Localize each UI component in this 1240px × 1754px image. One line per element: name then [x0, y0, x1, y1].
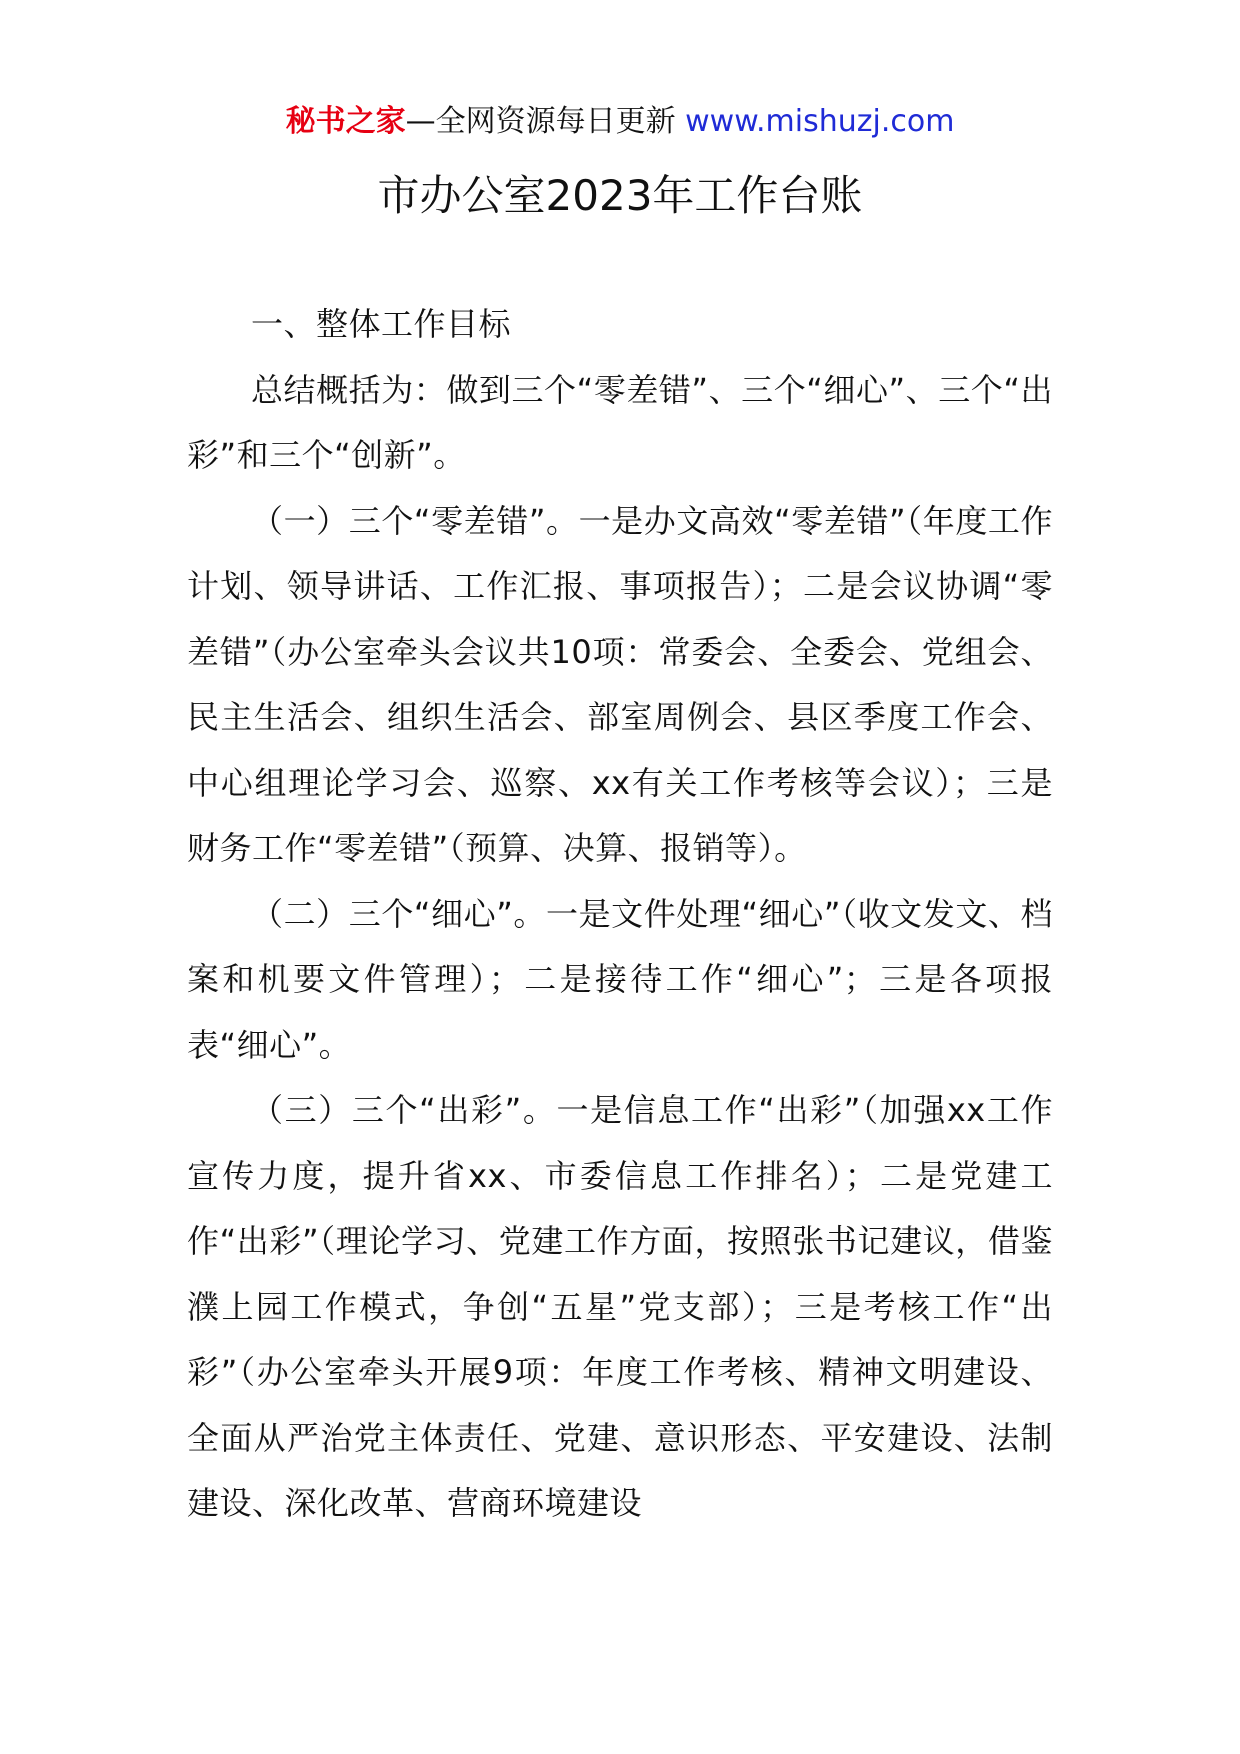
banner-tagline: —全网资源每日更新 — [405, 104, 676, 139]
body-paragraph: （三）三个“出彩”。一是信息工作“出彩”（加强xx工作宣传力度，提升省xx、市委信息工作排名）；二是党建工作“出彩”（理论学习、党建工作方面，按照张书记建议，借鉴濮上园工作模式，争创“五星”党支部）；三是考核工作“出彩”（办公室牵头开展9项：年度工作考核、精神文明建设、全面从严治党主体责任、党建、意识形态、平安建设、法制建设、深化改革、营商环境建设 — [187, 1091, 1053, 1522]
section-heading: 一、整体工作目标 — [251, 305, 512, 343]
site-url-link[interactable]: www.mishuzj.com — [685, 104, 955, 139]
body-paragraph: 总结概括为：做到三个“零差错”、三个“细心”、三个“出彩”和三个“创新”。 — [187, 370, 1053, 474]
document-body — [187, 292, 1053, 1537]
brand-name: 秘书之家 — [285, 104, 406, 139]
body-paragraph: （一）三个“零差错”。一是办文高效“零差错”（年度工作计划、领导讲话、工作汇报、事项报告）；二是会议协调“零差错”（办公室牵头会议共10项：常委会、全委会、党组会、民主生活会、组织生活会、部室周例会、县区季度工作会、中心组理论学习会、巡察、xx有关工作考核等会议）；三是财务工作“零差错”（预算、决算、报销等）。 — [187, 501, 1053, 867]
body-paragraph: （二）三个“细心”。一是文件处理“细心”（收文发文、档案和机要文件管理）；二是接待工作“细心”；三是各项报表“细心”。 — [187, 894, 1053, 1064]
watermark-banner — [0, 100, 1240, 144]
document-title: 市办公室2023年工作台账 — [377, 171, 863, 220]
